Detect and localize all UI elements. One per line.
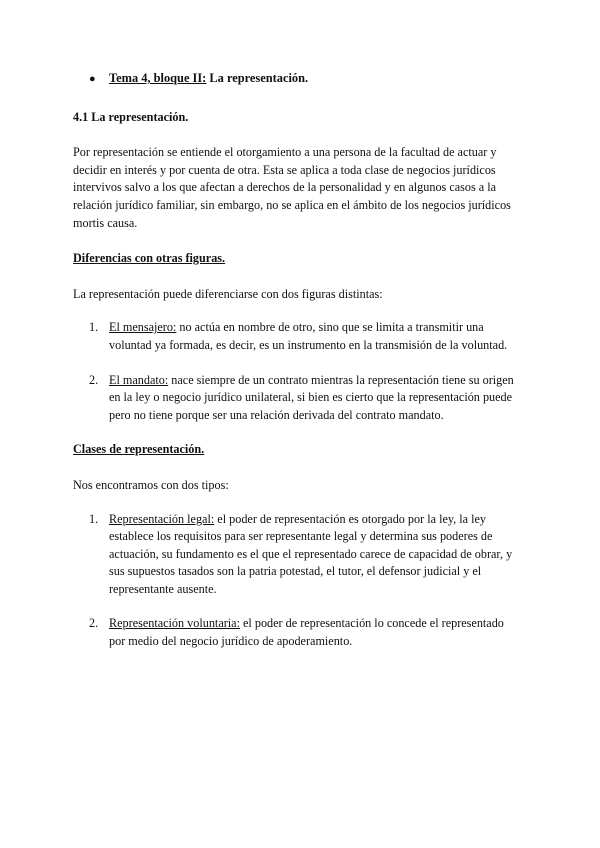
list-description: el poder de representación es otorgado por la ley, la ley establece los requisitos para ser representante legal y determina sus poderes de actuación, su fundamento es el que el representado carece de capacidad de obrar, y sus supuestos tasados son la patria potestad, el tutor, el defensor judicial y el representante ausente. bbox=[109, 511, 513, 596]
section-heading-diferencias: Diferencias con otras figuras. bbox=[73, 251, 226, 266]
list-item bbox=[73, 319, 531, 354]
diferencias-list bbox=[73, 319, 531, 424]
diferencias-intro: La representación puede diferenciarse con dos figuras distintas: bbox=[73, 286, 383, 301]
section-heading-clases: Clases de representación. bbox=[73, 442, 205, 457]
list-term: El mandato: bbox=[109, 372, 169, 387]
topic-title bbox=[109, 70, 308, 88]
topic-bullet bbox=[73, 70, 531, 89]
definition-paragraph: Por representación se entiende el otorgamiento a una persona de la facultad de actuar y decidir en interés y por cuenta de otra. Esta se aplica a toda clase de negocios jurídicos intervivos salvo a los que afectan a derechos de la personalidad y en algunos casos a la relación jurídico familiar, sin embargo, no se aplica en el ámbito de los negocios jurídicos mortis causa. bbox=[73, 145, 511, 230]
list-number: 1. bbox=[89, 511, 99, 526]
list-term: El mensajero: bbox=[109, 320, 177, 335]
list-description: el poder de representación lo concede el representado por medio del negocio jurídico de apoderamiento. bbox=[109, 616, 504, 649]
clases-intro: Nos encontramos con dos tipos: bbox=[73, 477, 229, 492]
document-page bbox=[73, 70, 531, 668]
list-term: Representación voluntaria: bbox=[109, 616, 240, 631]
list-description: no actúa en nombre de otro, sino que se limita a transmitir una voluntad ya formada, es decir, es un instrumento en la transmisión de la voluntad. bbox=[109, 320, 508, 352]
clases-list bbox=[73, 511, 531, 651]
list-number: 2. bbox=[89, 372, 99, 387]
topic-name: La representación. bbox=[206, 71, 309, 85]
list-item-text bbox=[109, 615, 521, 650]
list-item bbox=[73, 615, 531, 650]
list-item bbox=[73, 511, 531, 599]
list-description: nace siempre de un contrato mientras la representación tiene su origen en la ley o negocio jurídico unilateral, si bien es cierto que la representación puede pero no tiene porque ser una relación derivada del contrato mandato. bbox=[109, 372, 514, 422]
topic-label: Tema 4, bloque II: bbox=[109, 71, 207, 85]
list-term: Representación legal: bbox=[109, 511, 215, 526]
list-item-text bbox=[109, 319, 521, 354]
list-number: 1. bbox=[89, 320, 99, 335]
list-number: 2. bbox=[89, 616, 99, 631]
bullet-icon: ● bbox=[89, 73, 96, 85]
list-item bbox=[73, 372, 531, 425]
section-heading-4-1: 4.1 La representación. bbox=[73, 109, 189, 124]
list-item-text bbox=[109, 372, 521, 425]
list-item-text bbox=[109, 511, 521, 599]
